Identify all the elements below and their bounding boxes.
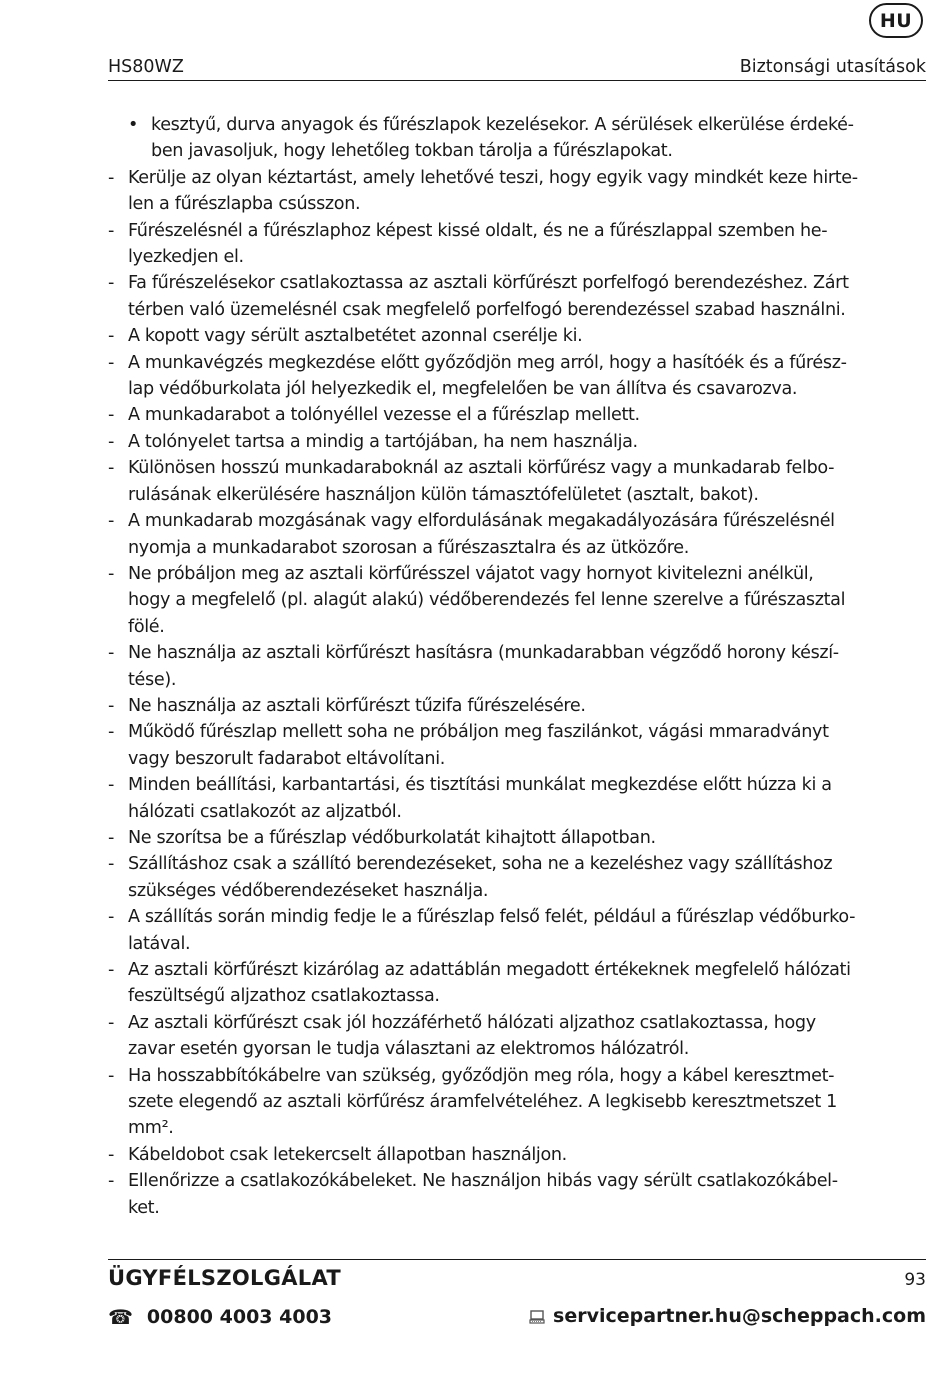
list-marker: - <box>108 1144 114 1165</box>
list-marker: - <box>108 1065 114 1086</box>
list-item-line: kesztyű, durva anyagok és fűrészlapok kezelésekor. A sérülések elkerülése érdeké- <box>151 115 854 135</box>
list-item-line: Ne használja az asztali körfűrészt tűzifa fűrészelésére. <box>128 695 586 716</box>
list-item-line: Ellenőrizze a csatlakozókábeleket. Ne használjon hibás vagy sérült csatlakozókábel- <box>128 1171 838 1192</box>
list-item <box>108 904 928 957</box>
list-item-line: mm². <box>128 1118 174 1139</box>
list-item-line: A munkadarabot a tolónyéllel vezesse el a fűrészlap mellett. <box>128 405 640 426</box>
list-item-line: Szállításhoz csak a szállító berendezéseket, soha ne a kezeléshez vagy szállításhoz <box>128 854 833 875</box>
list-item-line: A szállítás során mindig fedje le a fűrészlap felső felét, például a fűrészlap védőburko- <box>128 907 856 928</box>
list-item-line: A kopott vagy sérült asztalbetétet azonnal cserélje ki. <box>128 326 583 347</box>
list-item <box>108 561 928 640</box>
list-marker: - <box>108 1171 114 1192</box>
list-item <box>108 165 928 218</box>
page-number: 93 <box>904 1270 926 1290</box>
list-marker: - <box>108 405 114 426</box>
list-item <box>108 1063 928 1142</box>
list-item-line: len a fűrészlapba csússzon. <box>128 194 361 215</box>
list-marker: - <box>108 431 114 452</box>
list-item-line: Ne használja az asztali körfűrészt hasításra (munkadarabban végződő horony készí- <box>128 643 839 664</box>
list-marker: - <box>108 907 114 928</box>
list-item-line: ben javasoljuk, hogy lehetőleg tokban tárolja a fűrészlapokat. <box>151 141 673 162</box>
list-marker: - <box>108 563 114 584</box>
list-item-line: Az asztali körfűrészt csak jól hozzáférhető hálózati aljzathoz csatlakoztassa, hogy <box>128 1012 816 1033</box>
list-marker: - <box>108 1012 114 1033</box>
list-item-line: vagy beszorult fadarabot eltávolítani. <box>128 748 446 769</box>
list-item <box>108 957 928 1010</box>
list-item-line: szete elegendő az asztali körfűrész áramfelvételéhez. A legkisebb keresztmetszet 1 <box>128 1092 837 1113</box>
list-marker: - <box>108 273 114 294</box>
list-marker: - <box>108 827 114 848</box>
list-marker: - <box>108 511 114 532</box>
list-item <box>108 402 928 428</box>
list-item <box>108 693 928 719</box>
list-item-line: hogy a megfelelő (pl. alagút alakú) védőberendezés fel lenne szerelve a fűrészasztal <box>128 590 846 611</box>
list-marker: - <box>108 722 114 743</box>
list-marker: - <box>108 326 114 347</box>
list-item-line: feszültségű aljzathoz csatlakoztassa. <box>128 986 440 1007</box>
list-item-line: Ne szorítsa be a fűrészlap védőburkolatát kihajtott állapotban. <box>128 827 656 848</box>
list-item-line: Fa fűrészelésekor csatlakoztassa az asztali körfűrészt porfelfogó berendezéshez. Zárt <box>128 273 849 294</box>
phone-number: 00800 4003 4003 <box>146 1306 333 1328</box>
list-item-line: A tolónyelet tartsa a mindig a tartójában, ha nem használja. <box>128 431 638 452</box>
list-marker: - <box>108 220 114 241</box>
list-marker: • <box>128 115 139 135</box>
list-item <box>108 323 928 349</box>
list-item-line: Különösen hosszú munkadaraboknál az asztali körfűrész vagy a munkadarab felbo- <box>128 458 835 479</box>
list-item-line: Ne próbáljon meg az asztali körfűrésszel vájatot vagy hornyot kivitelezni anélkül, <box>128 563 814 584</box>
list-item <box>108 719 928 772</box>
list-marker: - <box>108 695 114 716</box>
phone-contact <box>108 1305 332 1329</box>
list-item-line: Minden beállítási, karbantartási, és tisztítási munkálat megkezdése előtt húzza ki a <box>128 775 832 796</box>
model-name: HS80WZ <box>108 57 184 77</box>
list-item <box>108 455 928 508</box>
page-header <box>108 50 926 81</box>
list-item-line: tése). <box>128 669 177 690</box>
list-item-line: latával. <box>128 933 191 954</box>
list-item-line: Fűrészelésnél a fűrészlaphoz képest kissé oldalt, és ne a fűrészlappal szemben he- <box>128 220 828 241</box>
list-item-line: rulásának elkerülésére használjon külön támasztófelületet (asztalt, bakot). <box>128 484 759 505</box>
list-item-line: Kábeldobot csak letekercselt állapotban használjon. <box>128 1144 567 1165</box>
list-marker: - <box>108 352 114 373</box>
list-item <box>108 218 928 271</box>
email-contact <box>529 1305 926 1327</box>
footer-divider <box>108 1259 926 1260</box>
email-address[interactable]: servicepartner.hu@scheppach.com <box>553 1305 926 1327</box>
list-marker: - <box>108 458 114 479</box>
list-item <box>108 508 928 561</box>
list-item-line: hálózati csatlakozót az aljzatból. <box>128 801 402 822</box>
list-item <box>108 1010 928 1063</box>
list-item-line: lyezkedjen el. <box>128 247 244 268</box>
list-item-line: lap védőburkolata jól helyezkedik el, megfelelően be van állítva és csavarozva. <box>128 379 798 400</box>
list-item <box>108 270 928 323</box>
list-item-line: ket. <box>128 1197 160 1218</box>
list-item <box>108 640 928 693</box>
list-item-line: Az asztali körfűrészt kizárólag az adattáblán megadott értékeknek megfelelő hálózati <box>128 960 851 980</box>
list-item-line: térben való üzemelésnél csak megfelelő porfelfogó berendezéssel szabad használni. <box>128 299 846 320</box>
list-item <box>108 1142 928 1168</box>
list-item <box>108 1168 928 1221</box>
computer-icon <box>529 1308 545 1324</box>
safety-instructions-list <box>108 112 928 1221</box>
language-badge: HU <box>869 3 923 38</box>
list-item-line: A munkadarab mozgásának vagy elfordulásának megakadályozására fűrészelésnél <box>128 511 835 532</box>
list-item-line: Működő fűrészlap mellett soha ne próbáljon meg faszilánkot, vágási mmaradványt <box>128 722 829 743</box>
list-item-line: szükséges védőberendezéseket használja. <box>128 880 489 901</box>
list-item <box>108 112 928 165</box>
list-marker: - <box>108 643 114 664</box>
list-item-line: zavar esetén gyorsan le tudja választani az elektromos hálózatról. <box>128 1039 689 1060</box>
list-item-line: A munkavégzés megkezdése előtt győződjön meg arról, hogy a hasítóék és a fűrész- <box>128 352 847 373</box>
list-item-line: fölé. <box>128 616 165 637</box>
section-title: Biztonsági utasítások <box>739 57 926 77</box>
list-item-line: Ha hosszabbítókábelre van szükség, győződjön meg róla, hogy a kábel keresztmet- <box>128 1065 835 1086</box>
list-item <box>108 350 928 403</box>
list-item <box>108 851 928 904</box>
list-item <box>108 429 928 455</box>
list-marker: - <box>108 960 114 980</box>
list-item-line: Kerülje az olyan kéztartást, amely lehetővé teszi, hogy egyik vagy mindkét keze hirte- <box>128 167 858 188</box>
list-marker: - <box>108 775 114 796</box>
phone-icon: ☎ <box>108 1305 133 1329</box>
list-marker: - <box>108 167 114 188</box>
list-item-line: nyomja a munkadarabot szorosan a fűrészasztalra és az ütközőre. <box>128 537 689 558</box>
list-item <box>108 825 928 851</box>
customer-service-title: ÜGYFÉLSZOLGÁLAT <box>108 1266 342 1290</box>
list-item <box>108 772 928 825</box>
list-marker: - <box>108 854 114 875</box>
